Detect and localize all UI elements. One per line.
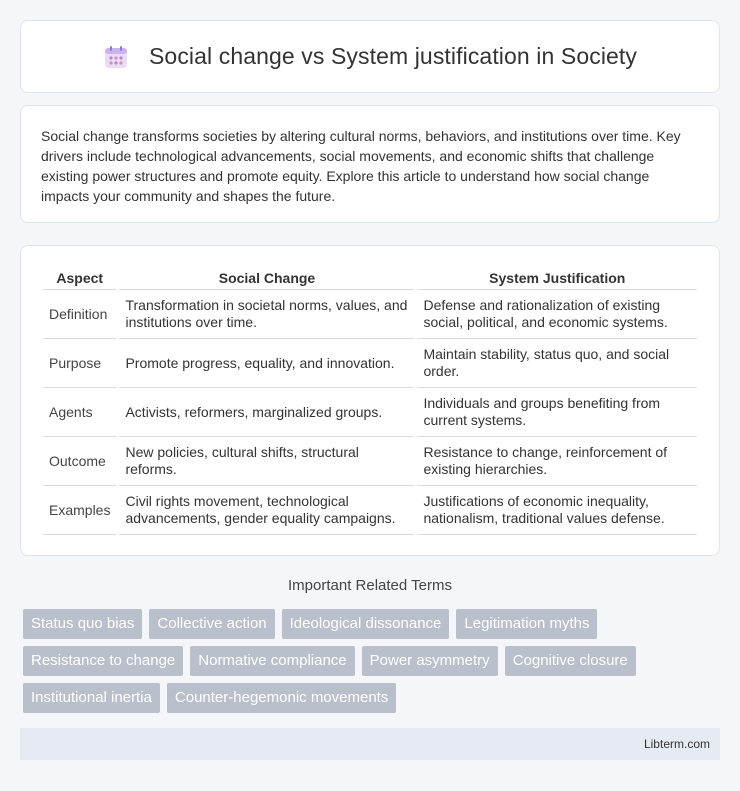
intro-text: Social change transforms societies by altering cultural norms, behaviors, and institutions over time. Key drivers include technological advancements, social movements, and economic shifts that challenge existing power structures and promote equity. Explore this article to understand how social change impacts your community and shapes the future. — [41, 128, 681, 204]
row-system-justification: Justifications of economic inequality, nationalism, traditional values defense. — [417, 486, 697, 535]
tag-resistance-to-change[interactable]: Resistance to change — [23, 646, 183, 676]
page-title: Social change vs System justification in Society — [148, 43, 638, 69]
table-row — [43, 290, 697, 339]
header-social-change: Social Change — [119, 266, 414, 290]
table-row — [43, 339, 697, 388]
header-card — [20, 20, 720, 93]
row-social-change: New policies, cultural shifts, structural reforms. — [119, 437, 414, 486]
tag-collective-action[interactable]: Collective action — [149, 609, 274, 639]
row-social-change: Activists, reformers, marginalized groups. — [119, 388, 414, 437]
table-row — [43, 486, 697, 535]
footer — [20, 728, 720, 760]
row-system-justification: Maintain stability, status quo, and social order. — [417, 339, 697, 388]
tag-institutional-inertia[interactable]: Institutional inertia — [23, 683, 160, 713]
tag-power-asymmetry[interactable]: Power asymmetry — [362, 646, 498, 676]
row-social-change: Transformation in societal norms, values, and institutions over time. — [119, 290, 414, 339]
table-row — [43, 437, 697, 486]
table-header-row — [43, 266, 697, 290]
row-social-change: Promote progress, equality, and innovation. — [119, 339, 414, 388]
intro-card — [20, 105, 720, 223]
tag-normative-compliance[interactable]: Normative compliance — [190, 646, 354, 676]
row-aspect: Agents — [43, 388, 116, 437]
related-terms-title: Important Related Terms — [288, 577, 452, 594]
row-system-justification: Defense and rationalization of existing social, political, and economic systems. — [417, 290, 697, 339]
tag-counter-hegemonic-movements[interactable]: Counter-hegemonic movements — [167, 683, 396, 713]
row-system-justification: Individuals and groups benefiting from current systems. — [417, 388, 697, 437]
row-aspect: Examples — [43, 486, 116, 535]
tag-cognitive-closure[interactable]: Cognitive closure — [505, 646, 636, 676]
comparison-card — [20, 245, 720, 556]
tag-legitimation-myths[interactable]: Legitimation myths — [456, 609, 597, 639]
related-terms-list — [23, 609, 723, 713]
tag-status-quo-bias[interactable]: Status quo bias — [23, 609, 142, 639]
footer-brand-link[interactable]: Libterm.com — [643, 737, 710, 751]
table-row — [43, 388, 697, 437]
row-aspect: Outcome — [43, 437, 116, 486]
row-aspect: Purpose — [43, 339, 116, 388]
row-system-justification: Resistance to change, reinforcement of existing hierarchies. — [417, 437, 697, 486]
row-social-change: Civil rights movement, technological advancements, gender equality campaigns. — [119, 486, 414, 535]
calendar-grid-icon — [103, 44, 129, 70]
header-aspect: Aspect — [43, 266, 116, 290]
tag-ideological-dissonance[interactable]: Ideological dissonance — [282, 609, 450, 639]
comparison-table — [43, 266, 697, 535]
header-system-justification: System Justification — [417, 266, 697, 290]
row-aspect: Definition — [43, 290, 116, 339]
